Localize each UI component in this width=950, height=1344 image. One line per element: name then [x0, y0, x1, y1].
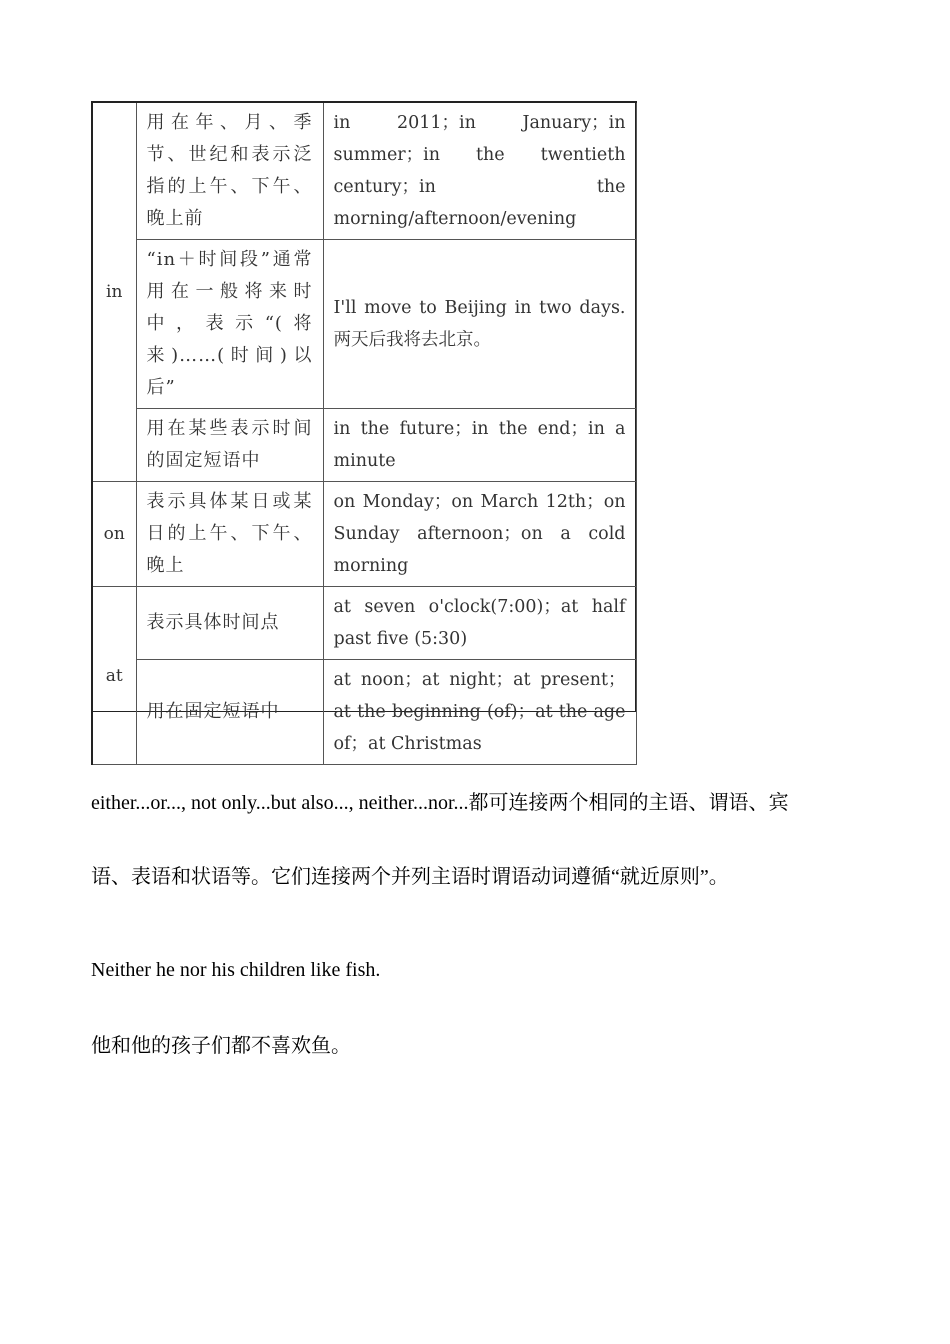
prep-at-cell: at — [92, 587, 136, 765]
example-cell: at noon；at night；at present；at the beginning (of)；at the age of；at Christmas — [323, 660, 636, 765]
usage-cell: 用在年、月、季节、世纪和表示泛指的上午、下午、晚上前 — [136, 102, 323, 240]
preposition-table — [91, 101, 637, 765]
example-cell: at seven o'clock(7:00)；at half past five (5:30) — [323, 587, 636, 660]
table-row — [92, 240, 636, 409]
prep-on-cell: on — [92, 482, 136, 587]
usage-cell: 表示具体某日或某日的上午、下午、晚上 — [136, 482, 323, 587]
conjunction-explanation-paragraph: either...or..., not only...but also..., neither...nor...都可连接两个相同的主语、谓语、宾语、表语和状语等。它们连接两个并列主语时谓语动词遵循“就近原则”。 — [91, 792, 789, 888]
usage-cell: 表示具体时间点 — [136, 587, 323, 660]
table-row — [92, 587, 636, 660]
usage-cell: “in＋时间段”通常用在一般将来时中，表示“(将来)……(时间)以后” — [136, 240, 323, 409]
table-row — [92, 660, 636, 765]
usage-cell: 用在固定短语中 — [136, 660, 323, 765]
example-sentence-chinese: 他和他的孩子们都不喜欢鱼。 — [91, 1035, 351, 1057]
example-cell: I'll move to Beijing in two days.两天后我将去北京。 — [323, 240, 636, 409]
example-cell: in 2011；in January；in summer；in the twentieth century；in the morning/afternoon/evening — [323, 102, 636, 240]
example-cell: in the future；in the end；in a minute — [323, 409, 636, 482]
example-cell: on Monday；on March 12th；on Sunday afternoon；on a cold morning — [323, 482, 636, 587]
example-sentence-english: Neither he nor his children like fish. — [91, 959, 381, 981]
preposition-table-container — [91, 101, 637, 754]
table-row — [92, 482, 636, 587]
table-row — [92, 409, 636, 482]
prep-in-cell: in — [92, 102, 136, 482]
table-row — [92, 102, 636, 240]
usage-cell: 用在某些表示时间的固定短语中 — [136, 409, 323, 482]
